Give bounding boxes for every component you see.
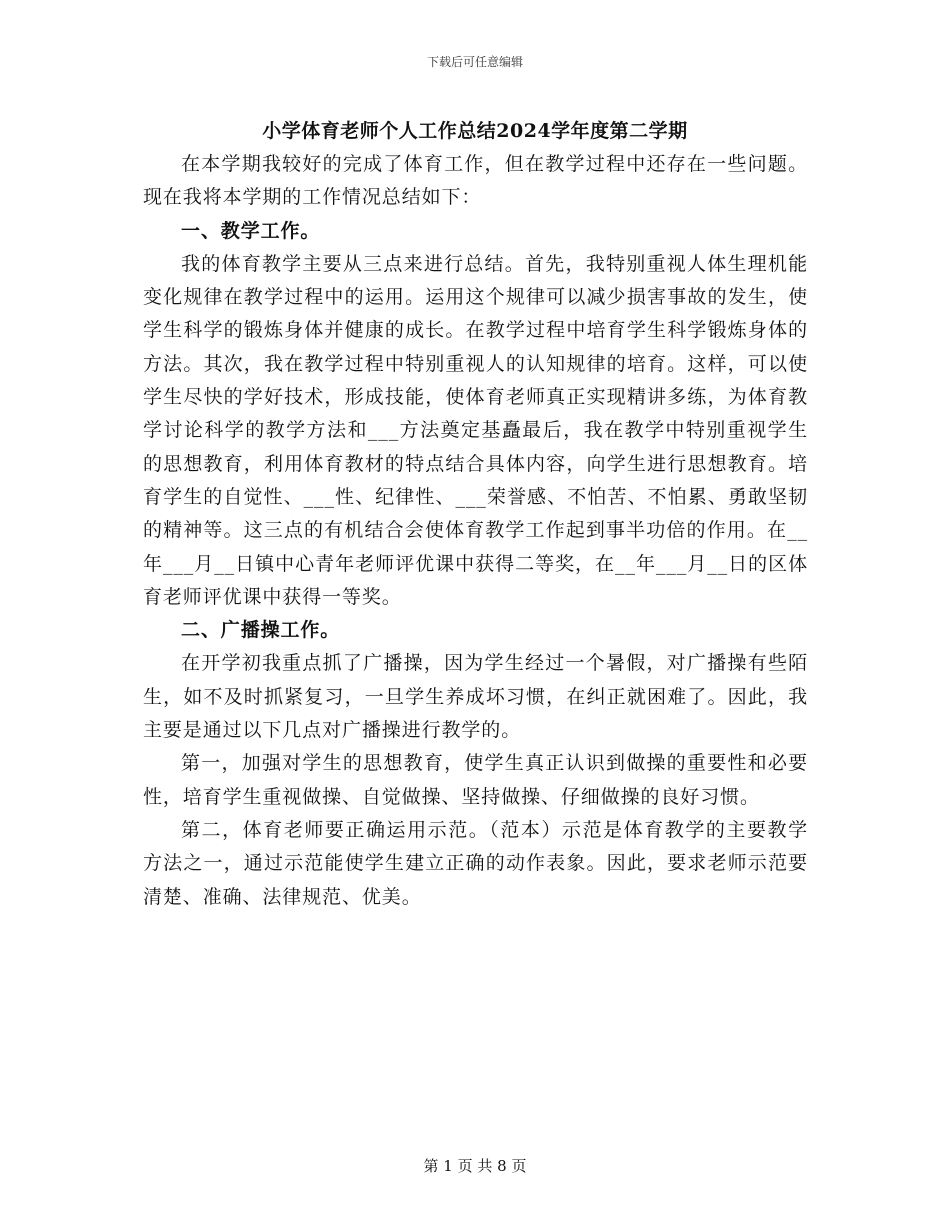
broadcast-paragraph-1: 在开学初我重点抓了广播操，因为学生经过一个暑假，对广播操有些陌生，如不及时抓紧复习，一旦学生养成坏习惯，在纠正就困难了。因此，我主要是通过以下几点对广播操进行教学的。 [143,652,808,742]
document-title: 小学体育老师个人工作总结2024学年度第二学期 [262,120,688,142]
intro-paragraph: 在本学期我较好的完成了体育工作，但在教学过程中还存在一些问题。现在我将本学期的工作情况总结如下： [143,153,808,209]
section-heading-teaching: 一、教学工作。 [181,219,321,242]
document-body [143,148,808,914]
section-heading-broadcast-exercise: 二、广播操工作。 [181,619,341,642]
page-number: 第 1 页 共 8 页 [423,1157,527,1175]
teaching-paragraph: 我的体育教学主要从三点来进行总结。首先，我特别重视人体生理机能变化规律在教学过程中的运用。运用这个规律可以减少损害事故的发生，使学生科学的锻炼身体并健康的成长。在教学过程中培育学生科学锻炼身体的方法。其次，我在教学过程中特别重视人的认知规律的培育。这样，可以使学生尽快的学好技术，形成技能，使体育老师真正实现精讲多练，为体育教学讨论科学的教学方法和___方法奠定基矗最后，我在教学中特别重视学生的思想教育，利用体育教材的特点结合具体内容，向学生进行思想教育。培育学生的自觉性、___性、纪律性、___荣誉感、不怕苦、不怕累、勇敢坚韧的精神等。这三点的有机结合会使体育教学工作起到事半功倍的作用。在__年___月__日镇中心青年老师评优课中获得二等奖，在__年___月__日的区体育老师评优课中获得一等奖。 [143,252,808,608]
broadcast-paragraph-3: 第二，体育老师要正确运用示范。（范本）示范是体育教学的主要教学方法之一，通过示范能使学生建立正确的动作表象。因此，要求老师示范要清楚、准确、法律规范、优美。 [143,818,808,908]
broadcast-paragraph-2: 第一，加强对学生的思想教育，使学生真正认识到做操的重要性和必要性，培育学生重视做操、自觉做操、坚持做操、仔细做操的良好习惯。 [143,752,808,808]
header-note: 下载后可任意编辑 [426,55,523,69]
